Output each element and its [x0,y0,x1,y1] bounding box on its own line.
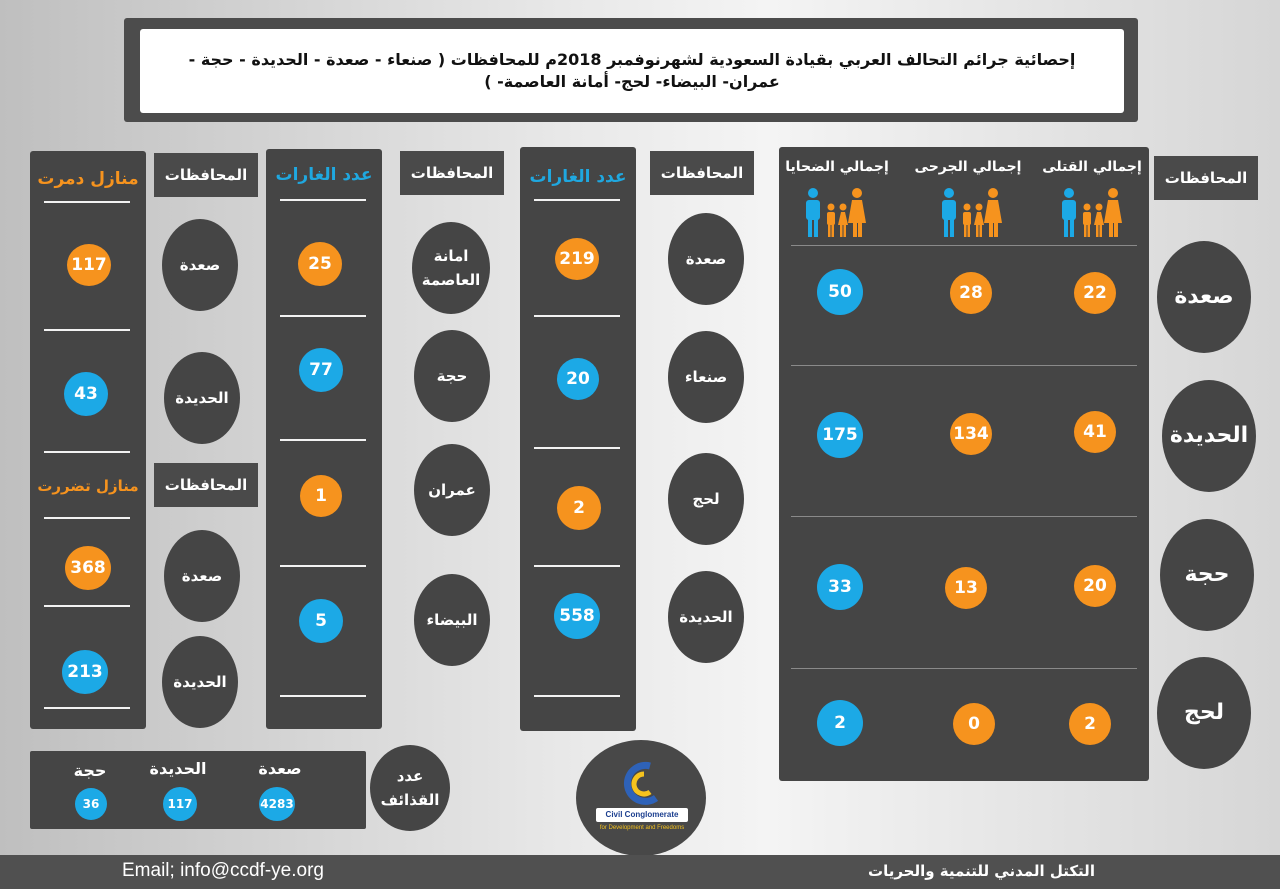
governorate-circle: حجة [1160,519,1254,631]
governorate-circle: البيضاء [414,574,490,666]
people-icon-injured [937,187,1003,239]
divider [534,199,620,201]
logo-tagline: for Development and Freedoms [599,825,685,831]
victims-value: 50 [817,269,863,315]
raids1-column-title: عدد الغارات [529,167,627,187]
casualties-header-label: المحافظات [1164,169,1248,187]
injured-value: 0 [953,703,995,745]
houses-destroyed-header [154,153,258,197]
governorate-circle: الحديدة [1162,380,1256,492]
governorate-circle: صعدة [164,530,240,622]
row-divider [791,516,1137,517]
divider [44,201,130,203]
raids-value: 20 [557,358,599,400]
governorate-circle: صنعاء [668,331,744,423]
houses-destroyed-title: منازل دمرت [37,169,139,189]
logo-name: Civil Conglomerate [596,808,688,822]
divider [44,707,130,709]
shells-gov-label: الحديدة [149,759,207,778]
divider [280,315,366,317]
footer-org-name: التكتل المدني للتنمية والحريات [868,862,1095,880]
footer-email[interactable]: Email; info@ccdf-ye.org [122,860,324,881]
raids2-panel [266,149,382,729]
houses-damaged-title: منازل تضررت [37,477,139,495]
divider [44,451,130,453]
injured-value: 13 [945,567,987,609]
raids-value: 5 [299,599,343,643]
raids-value: 219 [555,238,599,280]
houses-panel [30,151,146,729]
governorate-circle: الحديدة [668,571,744,663]
divider [534,695,620,697]
injured-value: 28 [950,272,992,314]
title-box [140,29,1124,113]
divider [280,565,366,567]
victims-value: 2 [817,700,863,746]
row-divider [791,668,1137,669]
houses-damaged-value: 368 [65,546,111,590]
governorate-circle: الحديدة [164,352,240,444]
victims-value: 33 [817,564,863,610]
divider [534,315,620,317]
shells-panel [30,751,366,829]
shells-value: 117 [163,787,197,821]
raids-value: 558 [554,593,600,639]
people-icon-killed [1057,187,1123,239]
col-killed-header: إجمالي القتلى [1042,159,1142,175]
logo-mark-icon [620,758,664,806]
col-victims-header: إجمالي الضحايا [785,159,889,175]
governorate-circle: صعدة [668,213,744,305]
people-icon-victims [801,187,867,239]
governorate-circle: صعدة [162,219,238,311]
raids2-header-label: المحافظات [410,164,494,182]
houses-destroyed-header-label: المحافظات [164,166,248,184]
raids1-header [650,151,754,195]
divider [44,605,130,607]
casualties-header [1154,156,1258,200]
row-divider [791,245,1137,246]
houses-destroyed-value: 117 [67,244,111,286]
killed-value: 41 [1074,411,1116,453]
governorate-circle: لحج [668,453,744,545]
raids2-column-title: عدد الغارات [275,165,373,185]
raids-value: 2 [557,486,601,530]
governorate-circle: عمران [414,444,490,536]
governorate-circle: لحج [1157,657,1251,769]
col-injured-header: إجمالي الجرحى [914,159,1022,175]
shells-gov-label: حجة [73,761,107,780]
casualties-panel [779,147,1149,781]
governorate-circle: حجة [414,330,490,422]
divider [44,329,130,331]
houses-damaged-header-label: المحافظات [164,476,248,494]
divider [534,447,620,449]
killed-value: 22 [1074,272,1116,314]
governorate-circle: الحديدة [162,636,238,728]
divider [280,199,366,201]
divider [44,517,130,519]
houses-damaged-value: 213 [62,650,108,694]
shells-gov-label: صعدة [258,759,302,778]
shells-value: 4283 [259,787,295,821]
divider [534,565,620,567]
governorate-circle: صعدة [1157,241,1251,353]
divider [280,695,366,697]
shells-label-circle: عدد القذائف [370,745,450,831]
logo-circle [576,740,706,856]
raids1-panel [520,147,636,731]
houses-destroyed-value: 43 [64,372,108,416]
killed-value: 20 [1074,565,1116,607]
raids-value: 25 [298,242,342,286]
raids-value: 1 [300,475,342,517]
injured-value: 134 [950,413,992,455]
raids1-header-label: المحافظات [660,164,744,182]
killed-value: 2 [1069,703,1111,745]
divider [280,439,366,441]
governorate-circle: امانة العاصمة [412,222,490,314]
shells-value: 36 [75,788,107,820]
houses-damaged-header [154,463,258,507]
raids-value: 77 [299,348,343,392]
victims-value: 175 [817,412,863,458]
page-title: إحصائية جرائم التحالف العربي بقيادة السعودية لشهرنوفمبر 2018م للمحافظات ( صنعاء - صعدة - الحديدة - حجة - عمران- البيضاء- لحج- أمانة العاصمة- ) [188,50,1076,91]
row-divider [791,365,1137,366]
raids2-header [400,151,504,195]
